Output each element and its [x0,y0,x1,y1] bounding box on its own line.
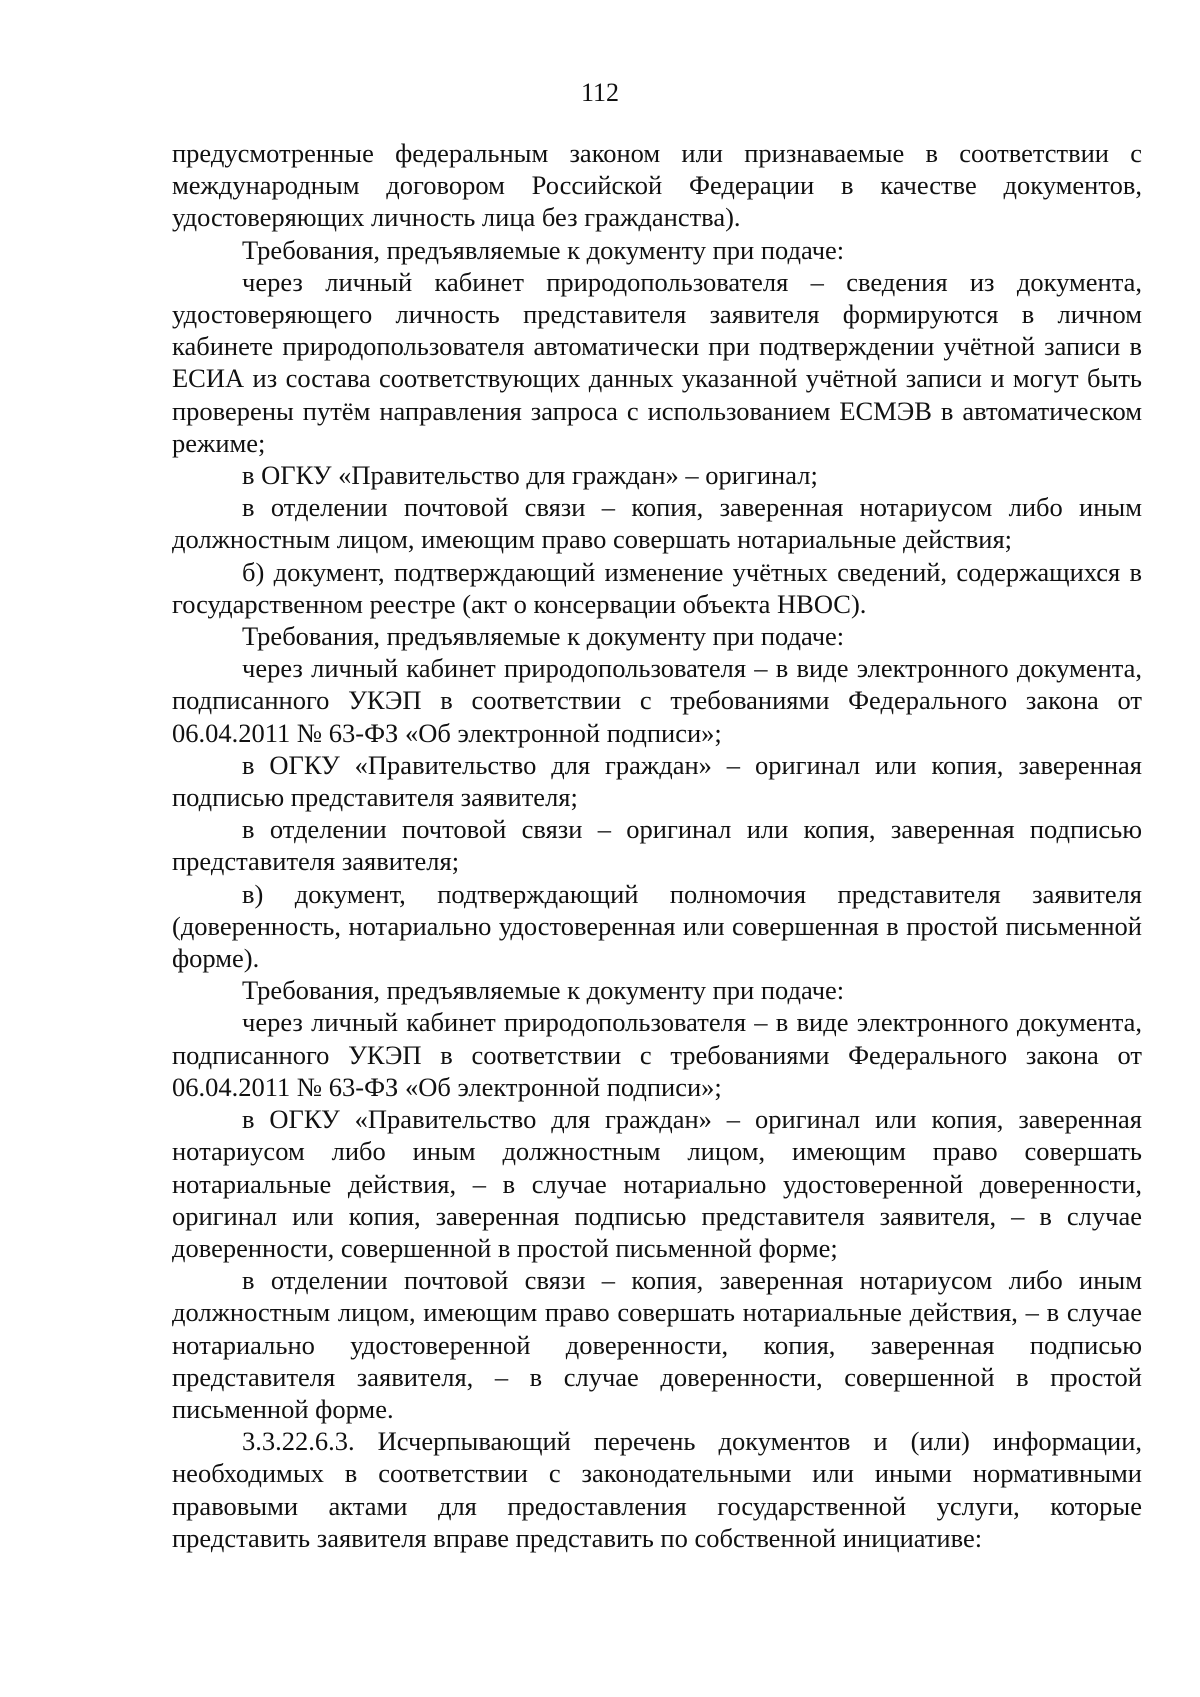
paragraph-post-office: в отделении почтовой связи – копия, заверенная нотариусом либо иным должностным лицом, имеющим право совершать нотариальные действия, – в случае нотариально удостоверенной доверенности, копия, заверенная подписью представителя заявителя, – в случае доверенности, совершенной в простой письменной форме. [172,1265,1142,1424]
paragraph-requirements-heading: Требования, предъявляемые к документу при подаче: [242,234,845,265]
paragraph-ogku: в ОГКУ «Правительство для граждан» – оригинал или копия, заверенная нотариусом либо иным должностным лицом, имеющим право совершать нотариальные действия, – в случае нотариально удостоверенной доверенности, оригинал или копия, заверенная подписью представителя заявителя, – в случае доверенности, совершенной в простой письменной форме; [172,1104,1142,1263]
paragraph-continuation: предусмотренные федеральным законом или признаваемые в соответствии с международным договором Российской Федерации в качестве документов, удостоверяющих личность лица без гражданства). [172,138,1142,233]
paragraph-post-office: в отделении почтовой связи – оригинал или копия, заверенная подписью представителя заявителя; [172,814,1142,877]
paragraph-personal-cabinet: через личный кабинет природопользователя – в виде электронного документа, подписанного УКЭП в соответствии с требованиями Федерального закона от 06.04.2011 № 63-ФЗ «Об электронной подписи»; [172,1007,1142,1102]
paragraph-section-3-3-22-6-3: 3.3.22.6.3. Исчерпывающий перечень документов и (или) информации, необходимых в соответствии с законодательными или иными нормативными правовыми актами для предоставления государственной услуги, которые представить заявителя вправе представить по собственной инициативе: [172,1426,1142,1553]
paragraph-ogku: в ОГКУ «Правительство для граждан» – оригинал; [242,460,818,491]
paragraph-personal-cabinet: через личный кабинет природопользователя – в виде электронного документа, подписанного УКЭП в соответствии с требованиями Федерального закона от 06.04.2011 № 63-ФЗ «Об электронной подписи»; [172,653,1142,748]
paragraph-requirements-heading: Требования, предъявляемые к документу при подаче: [242,975,845,1006]
paragraph-item-b: б) документ, подтверждающий изменение учётных сведений, содержащихся в государственном реестре (акт о консервации объекта НВОС). [172,556,1142,619]
paragraph-item-v: в) документ, подтверждающий полномочия представителя заявителя (доверенность, нотариально удостоверенная или совершенная в простой письменной форме). [172,878,1142,974]
paragraph-requirements-heading: Требования, предъявляемые к документу при подаче: [242,621,845,652]
paragraph-ogku: в ОГКУ «Правительство для граждан» – оригинал или копия, заверенная подписью представителя заявителя; [172,749,1142,813]
paragraph-personal-cabinet: через личный кабинет природопользователя – сведения из документа, удостоверяющего личность представителя заявителя формируются в личном кабинете природопользователя автоматически при подтверждении учётной записи в ЕСИА из состава соответствующих данных указанной учётной записи и могут быть проверены путём направления запроса с использованием ЕСМЭВ в автоматическом режиме; [172,266,1142,458]
page-number: 112 [580,78,620,107]
document-body [172,137,1142,1554]
paragraph-post-office: в отделении почтовой связи – копия, заверенная нотариусом либо иным должностным лицом, имеющим право совершать нотариальные действия; [172,492,1142,555]
